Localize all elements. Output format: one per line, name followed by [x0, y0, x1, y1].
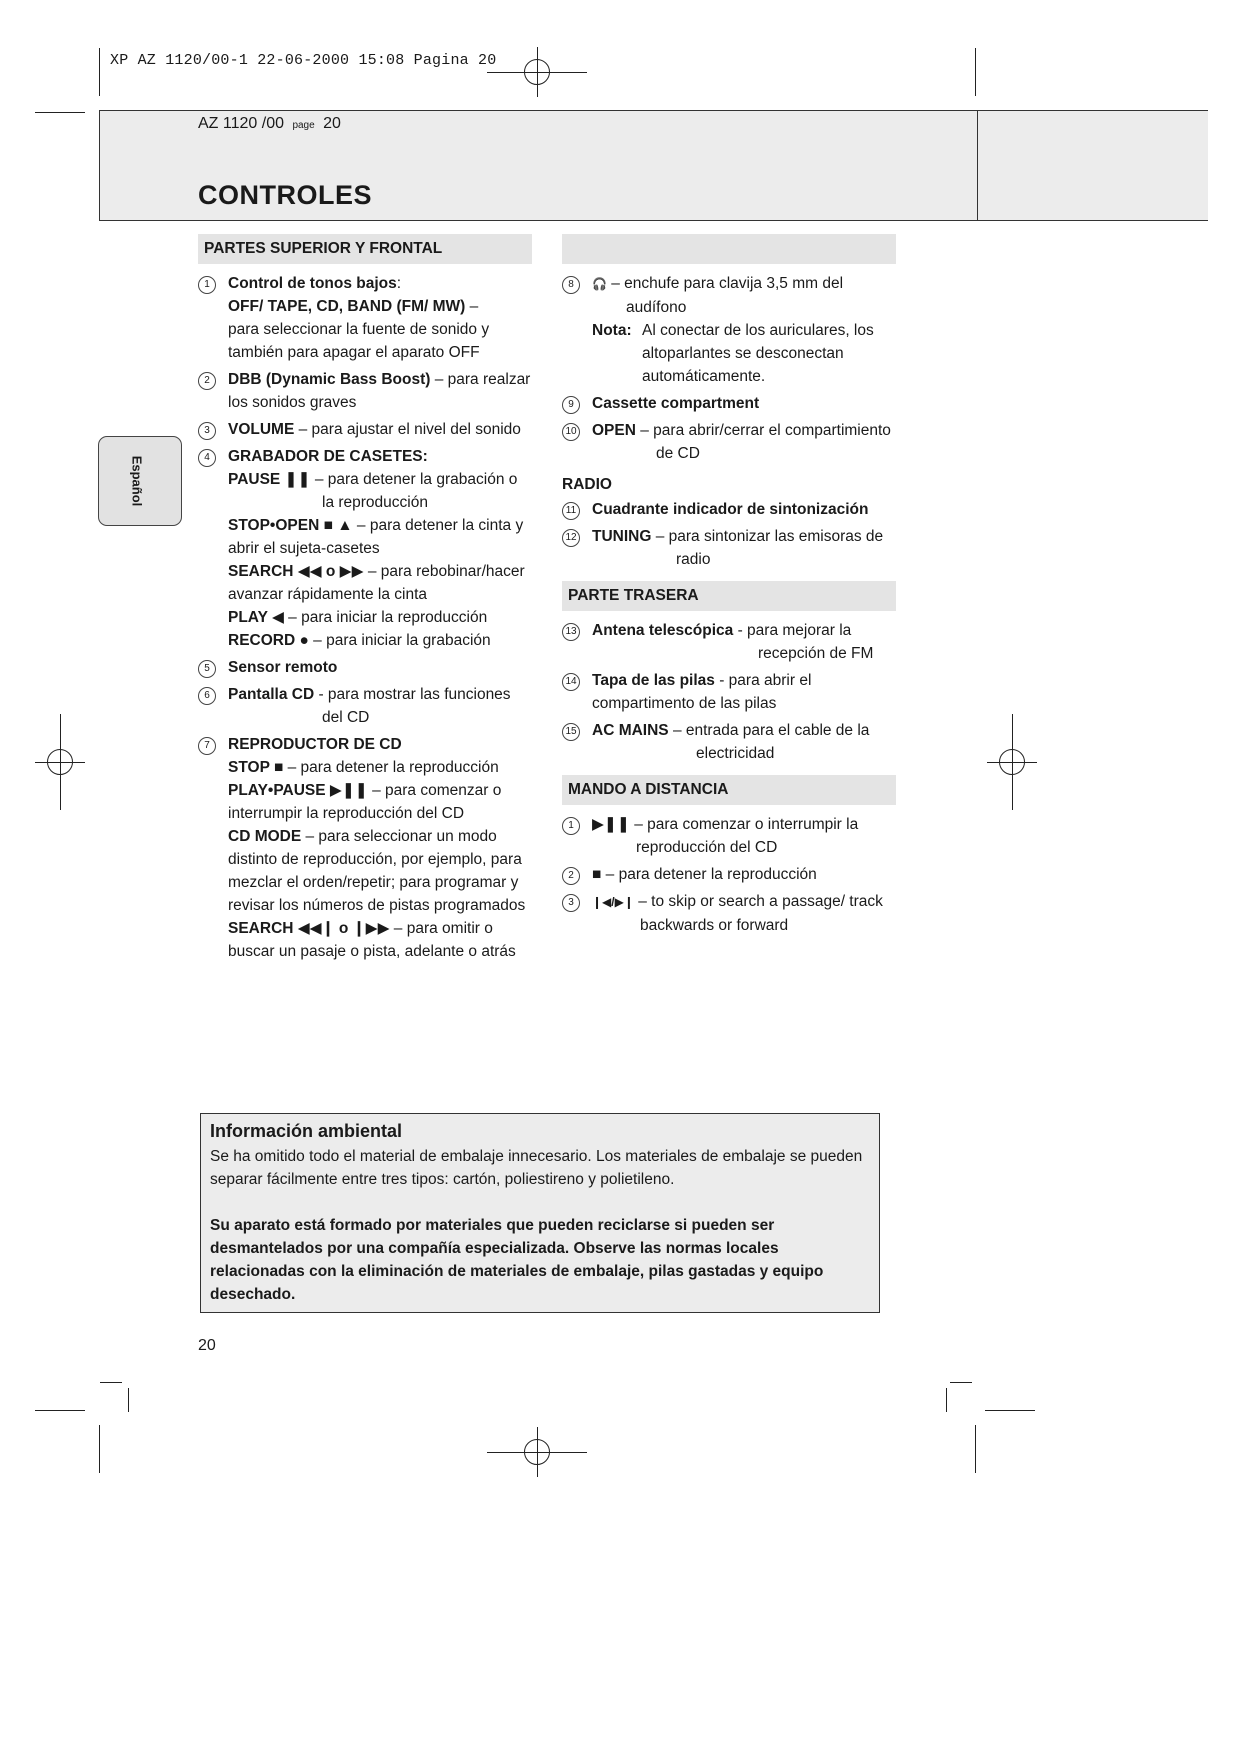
item-number: 3	[562, 894, 580, 912]
item-number: 8	[562, 276, 580, 294]
info-paragraph-bold: Su aparato está formado por materiales que pueden reciclarse si pueden ser desmantelados por una compañía especializada. Observe las normas locales relacionadas con la eliminación de materiales de embalaje, pilas gastadas y equipo desechado.	[210, 1217, 824, 1303]
item-number: 14	[562, 673, 580, 691]
control-item: 5 Sensor remoto	[198, 656, 532, 679]
left-column	[198, 234, 532, 967]
item-number: 4	[198, 449, 216, 467]
crop-mark	[35, 112, 85, 113]
control-item: 9 Cassette compartment	[562, 392, 896, 415]
control-item: 8 🎧 – enchufe para clavija 3,5 mm del audífono Nota: Al conectar de los auriculares, los altoparlantes se desconectan automáticamente.	[562, 272, 896, 388]
control-item: 10 OPEN – para abrir/cerrar el compartimiento de CD	[562, 419, 896, 465]
control-item: 13 Antena telescópica - para mejorar la recepción de FM	[562, 619, 896, 665]
page-title: CONTROLES	[198, 180, 373, 210]
item-number: 3	[198, 422, 216, 440]
control-item: 7 REPRODUCTOR DE CD STOP ■ – para detener la reproducción PLAY•PAUSE ▶❚❚ – para comenzar o interrumpir la reproducción del CD CD MODE – para seleccionar un modo distinto de reproducción, por ejemplo, para mezclar el orden/repetir; para programar y revisar los números de pistas programados SEARCH ◀◀❙ o ❙▶▶ – para omitir o buscar un pasaje o pista, adelante o atrás	[198, 733, 532, 963]
item-number: 13	[562, 623, 580, 641]
crop-mark	[975, 48, 976, 96]
item-number: 7	[198, 737, 216, 755]
item-number: 11	[562, 502, 580, 520]
crop-mark	[99, 48, 100, 96]
control-item: 3 VOLUME – para ajustar el nivel del sonido	[198, 418, 532, 441]
page-number: 20	[198, 1337, 216, 1354]
control-item: 12 TUNING – para sintonizar las emisoras de radio	[562, 525, 896, 571]
item-number: 2	[198, 372, 216, 390]
crop-mark	[100, 1382, 122, 1383]
stop-icon: ■	[592, 866, 602, 883]
print-slug: XP AZ 1120/00-1 22-06-2000 15:08 Pagina 20	[110, 52, 497, 69]
page-word: page	[292, 120, 315, 131]
control-item: 14 Tapa de las pilas - para abrir el compartimento de las pilas	[562, 669, 896, 715]
right-column	[562, 234, 896, 941]
play-pause-icon: ▶❚❚	[592, 816, 630, 833]
section-heading-blank	[562, 234, 896, 264]
crop-mark	[128, 1388, 129, 1412]
page-code	[198, 115, 341, 133]
item-number: 15	[562, 723, 580, 741]
section-heading: PARTE TRASERA	[562, 581, 896, 611]
model-code: AZ 1120 /00	[198, 115, 284, 132]
item-number: 2	[562, 867, 580, 885]
info-title: Información ambiental	[210, 1121, 403, 1141]
crop-mark	[99, 1425, 100, 1473]
control-item: 6 Pantalla CD - para mostrar las funciones del CD	[198, 683, 532, 729]
crop-mark	[946, 1388, 947, 1412]
environment-info-box	[200, 1113, 880, 1313]
crop-mark	[975, 1425, 976, 1473]
page-code-number: 20	[323, 115, 341, 132]
item-number: 1	[562, 817, 580, 835]
crop-mark	[985, 1410, 1035, 1411]
item-number: 1	[198, 276, 216, 294]
section-heading: RADIO	[562, 476, 612, 493]
language-tab	[98, 436, 182, 526]
crop-mark	[35, 1410, 85, 1411]
item-number: 10	[562, 423, 580, 441]
item-number: 5	[198, 660, 216, 678]
control-item: 15 AC MAINS – entrada para el cable de la electricidad	[562, 719, 896, 765]
crop-mark	[950, 1382, 972, 1383]
section-heading: MANDO A DISTANCIA	[562, 775, 896, 805]
control-item: 1 Control de tonos bajos: OFF/ TAPE, CD, BAND (FM/ MW) – para seleccionar la fuente de sonido y también para apagar el aparato OFF	[198, 272, 532, 364]
info-paragraph: Se ha omitido todo el material de embalaje innecesario. Los materiales de embalaje se pueden separar fácilmente entre tres tipos: cartón, poliestireno y polietileno.	[210, 1148, 863, 1188]
section-heading: PARTES SUPERIOR Y FRONTAL	[198, 234, 532, 264]
language-tab-label: Español	[129, 455, 145, 507]
item-number: 6	[198, 687, 216, 705]
control-item: 2 DBB (Dynamic Bass Boost) – para realzar los sonidos graves	[198, 368, 532, 414]
control-item: 1 ▶❚❚ – para comenzar o interrumpir la reproducción del CD	[562, 813, 896, 859]
control-item: 4 GRABADOR DE CASETES: PAUSE ❚❚ – para detener la grabación o la reproducción STOP•OPEN ■ ▲ – para detener la cinta y abrir el sujeta-casetes SEARCH ◀◀ o ▶▶ – para rebobinar/hacer avanzar rápidamente la cinta PLAY ◀ – para iniciar la reproducción RECORD ● – para iniciar la grabación	[198, 445, 532, 652]
item-number: 9	[562, 396, 580, 414]
control-item: 3 ❙◀/▶❙ – to skip or search a passage/ track backwards or forward	[562, 890, 896, 937]
control-item: 2 ■ – para detener la reproducción	[562, 863, 896, 886]
skip-icon: ❙◀/▶❙	[592, 895, 634, 909]
control-item: 11 Cuadrante indicador de sintonización	[562, 498, 896, 521]
item-number: 12	[562, 529, 580, 547]
headphones-icon: 🎧	[592, 277, 607, 291]
